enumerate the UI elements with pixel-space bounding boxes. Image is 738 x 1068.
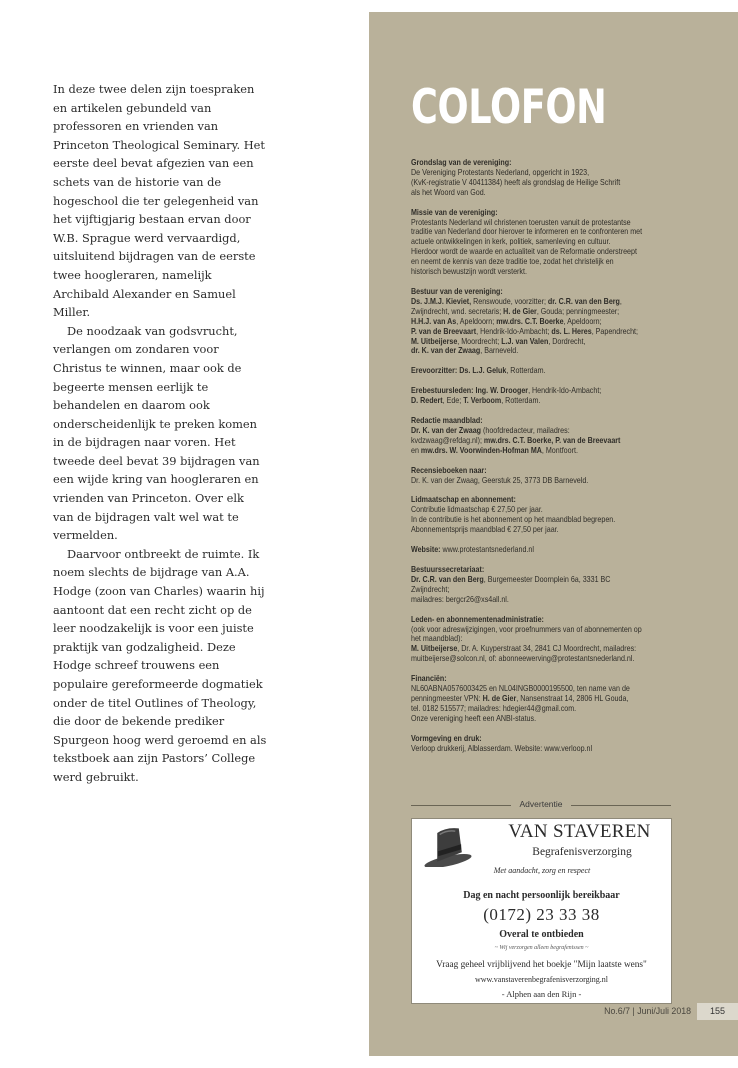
section-label: Vormgeving en druk: (411, 732, 482, 743)
section-grondslag (411, 158, 666, 198)
article-paragraph: De noodzaak van godsvrucht, verlangen om zondaren voor Christus te winnen, maar ook de begeerte mensen eerlijk te behandelen en daarom ook onderscheidenlijk te preken komen in de bijdragen naar voren. Het tweede deel bevat 39 bijdragen van een wijde kring van hoogleraren en vrienden van Princeton. Over elk van de bijdragen valt wel wat te vermelden. (53, 323, 260, 543)
section-line: De Vereniging Protestants Nederland, opgericht in 1923, (411, 166, 590, 177)
section-label: Missie van de vereniging: (411, 206, 498, 217)
booklet-offer: Vraag geheel vrijblijvend het boekje "Mijn laatste wens" (436, 960, 647, 970)
section-line: en neemt de kennis van deze traditie toe, zodat het christelijk en (411, 256, 614, 267)
section-label: Bestuur van de vereniging: (411, 285, 503, 296)
issue-label: No.6/7 | Juni/Juli 2018 (604, 1006, 691, 1016)
section-line: en mw.drs. W. Voorwinden-Hofman MA, Montfoort. (411, 444, 578, 455)
article-text-column (53, 80, 268, 787)
advertisement-location: - Alphen aan den Rijn - (501, 989, 582, 999)
section-line: het maandblad): (411, 633, 463, 644)
section-label: Bestuurssecretariaat: (411, 564, 485, 574)
section-erevoorzitter (411, 366, 666, 376)
section-line: als het Woord van God. (411, 186, 486, 197)
website-link[interactable]: www.protestantsnederland.nl (440, 544, 534, 555)
company-name: VAN STAVEREN (508, 821, 651, 842)
divider-rule-right (571, 805, 671, 806)
section-website (411, 545, 666, 555)
section-line: mailadres: bergcr26@xs4all.nl. (411, 593, 509, 604)
company-tagline: Met aandacht, zorg en respect (493, 866, 591, 875)
section-line: P. van de Breevaart, Hendrik-Ido-Ambacht; ds. L. Heres, Papendrecht; (411, 325, 639, 336)
section-vormgeving (411, 734, 666, 754)
section-administratie (411, 615, 666, 665)
section-erebestuursleden (411, 386, 666, 406)
article-paragraph: In deze twee delen zijn toespraken en artikelen gebundeld van professoren en vrienden van Princeton Theological Seminary. Het eerste deel bevat afgezien van een schets van de historie van de hogeschool die ter gelegenheid van het vijftigjarig bestaan ervan door W.B. Sprague werd vervaardigd, uitsluitend bijdragen van de eerste twee hoogleraren, namelijk Archibald Alexander en Samuel Miller. (53, 82, 265, 320)
section-line: H.H.J. van As, Apeldoorn; mw.drs. C.T. Boerke, Apeldoorn; (411, 315, 602, 326)
advertisement-website[interactable]: www.vanstaverenbegrafenisverzorging.nl (474, 975, 609, 984)
article-paragraph: Daarvoor ontbreekt de ruimte. Ik noem slechts de bijdrage van A.A. Hodge (zoon van Charles) waarin hij aantoont dat een recht zicht op de leer noodzakelijk is voor een juiste praktijk van godzaligheid. Deze Hodge schreef trouwens een populaire gereformeerde dogmatiek onder de titel Outlines of Theology, die door de bekende prediker Spurgeon hoog werd geroemd en als tekstboek aan zijn Pastors’ College werd gebruikt. (53, 546, 267, 784)
section-label: Leden- en abonnementenadministratie: (411, 613, 544, 624)
overal-text: Overal te ontbieden (499, 929, 584, 940)
advertisement-label: Advertentie (519, 799, 563, 809)
section-line: dr. K. van der Zwaag, Barneveld. (411, 345, 519, 356)
phone-number[interactable]: (0172) 23 33 38 (483, 905, 600, 924)
company-subtitle: Begrafenisverzorging (532, 846, 632, 858)
page-number: 155 (697, 1003, 738, 1020)
section-label: Redactie maandblad: (411, 415, 483, 426)
section-label: Financiën: (411, 673, 447, 684)
section-line: kvdzwaag@refdag.nl); mw.drs. C.T. Boerke, P. van de Breevaart (411, 434, 621, 445)
section-label: Recensieboeken naar: (411, 464, 487, 475)
section-line: actuele ontwikkelingen in kerk, politiek, samenleving en cultuur. (411, 236, 611, 247)
availability-text: Dag en nacht persoonlijk bereikbaar (463, 890, 620, 901)
section-line: Hierdoor wordt de waarde en actualiteit van de Reformatie onderstreept (411, 246, 637, 257)
section-line: M. Uitbeijerse, Moordrecht; L.J. van Valen, Dordrecht, (411, 335, 586, 346)
section-recensieboeken (411, 466, 666, 486)
colofon-title: COLOFON (411, 80, 607, 135)
section-lidmaatschap (411, 495, 666, 535)
advertisement-box[interactable] (411, 818, 672, 1004)
section-secretariaat (411, 565, 666, 605)
section-line: Onze vereniging heeft een ANBI-status. (411, 712, 537, 723)
section-line: Website: www.protestantsnederland.nl (411, 544, 534, 555)
section-line: Erebestuursleden: Ing. W. Drooger, Hendrik-Ido-Ambacht; (411, 385, 602, 396)
section-line: tel. 0182 515577; mailadres: hdegier44@gmail.com. (411, 702, 577, 713)
section-line: muitbeijerse@solcon.nl, of: abonneewerving@protestantsnederland.nl. (411, 653, 635, 664)
section-line: Contributie lidmaatschap € 27,50 per jaar. (411, 504, 543, 515)
section-line: historisch bewustzijn wordt versterkt. (411, 266, 527, 277)
section-financien (411, 674, 666, 724)
section-line: Ds. J.M.J. Kieviet, Renswoude, voorzitter; dr. C.R. van den Berg, (411, 295, 622, 306)
section-line: Dr. K. van der Zwaag (hoofdredacteur, mailadres: (411, 424, 570, 435)
section-label: Lidmaatschap en abonnement: (411, 494, 516, 505)
section-line: penningmeester VPN: H. de Gier, Nansenstraat 14, 2806 HL Gouda, (411, 692, 629, 703)
section-line: traditie van Nederland door hierover te informeren en te confronteren met (411, 226, 643, 237)
section-line: NL60ABNA0576003425 en NL04INGB0000195500, ten name van de (411, 683, 630, 694)
section-line: M. Uitbeijerse, Dr. A. Kuyperstraat 34, 2841 CJ Moordrecht, mailadres: (411, 643, 637, 654)
service-note: ~ Wij verzorgen alleen begrafenissen ~ (494, 945, 589, 951)
section-line: Zwijndrecht; (411, 583, 450, 594)
section-bestuur (411, 287, 666, 356)
section-line: Protestants Nederland wil christenen toerusten vanuit de protestantse (411, 216, 631, 227)
section-line: In de contributie is het abonnement op het maandblad begrepen. (411, 514, 616, 525)
section-line: Dr. C.R. van den Berg, Burgemeester Doornplein 6a, 3331 BC (411, 573, 611, 584)
section-line: (ook voor adreswijzigingen, voor proefnummers van of abonnementen op (411, 623, 642, 634)
section-missie (411, 208, 666, 277)
section-line: Verloop drukkerij, Alblasserdam. Website: www.verloop.nl (411, 742, 593, 753)
advertisement-divider (411, 798, 671, 812)
section-label: Grondslag van de vereniging: (411, 157, 512, 167)
colofon-body (411, 158, 666, 764)
section-line: Dr. K. van der Zwaag, Geerstuk 25, 3773 DB Barneveld. (411, 474, 589, 485)
section-line: Erevoorzitter: Ds. L.J. Geluk, Rotterdam. (411, 365, 546, 376)
section-line: Zwijndrecht, wnd. secretaris; H. de Gier, Gouda; penningmeester; (411, 305, 620, 316)
section-line: D. Redert, Ede; T. Verboom, Rotterdam. (411, 395, 541, 406)
section-redactie (411, 416, 666, 456)
section-line: (KvK-registratie V 40411384) heeft als grondslag de Heilige Schrift (411, 176, 621, 187)
top-hat-icon (420, 825, 480, 867)
section-line: Abonnementsprijs maandblad € 27,50 per jaar. (411, 524, 559, 535)
